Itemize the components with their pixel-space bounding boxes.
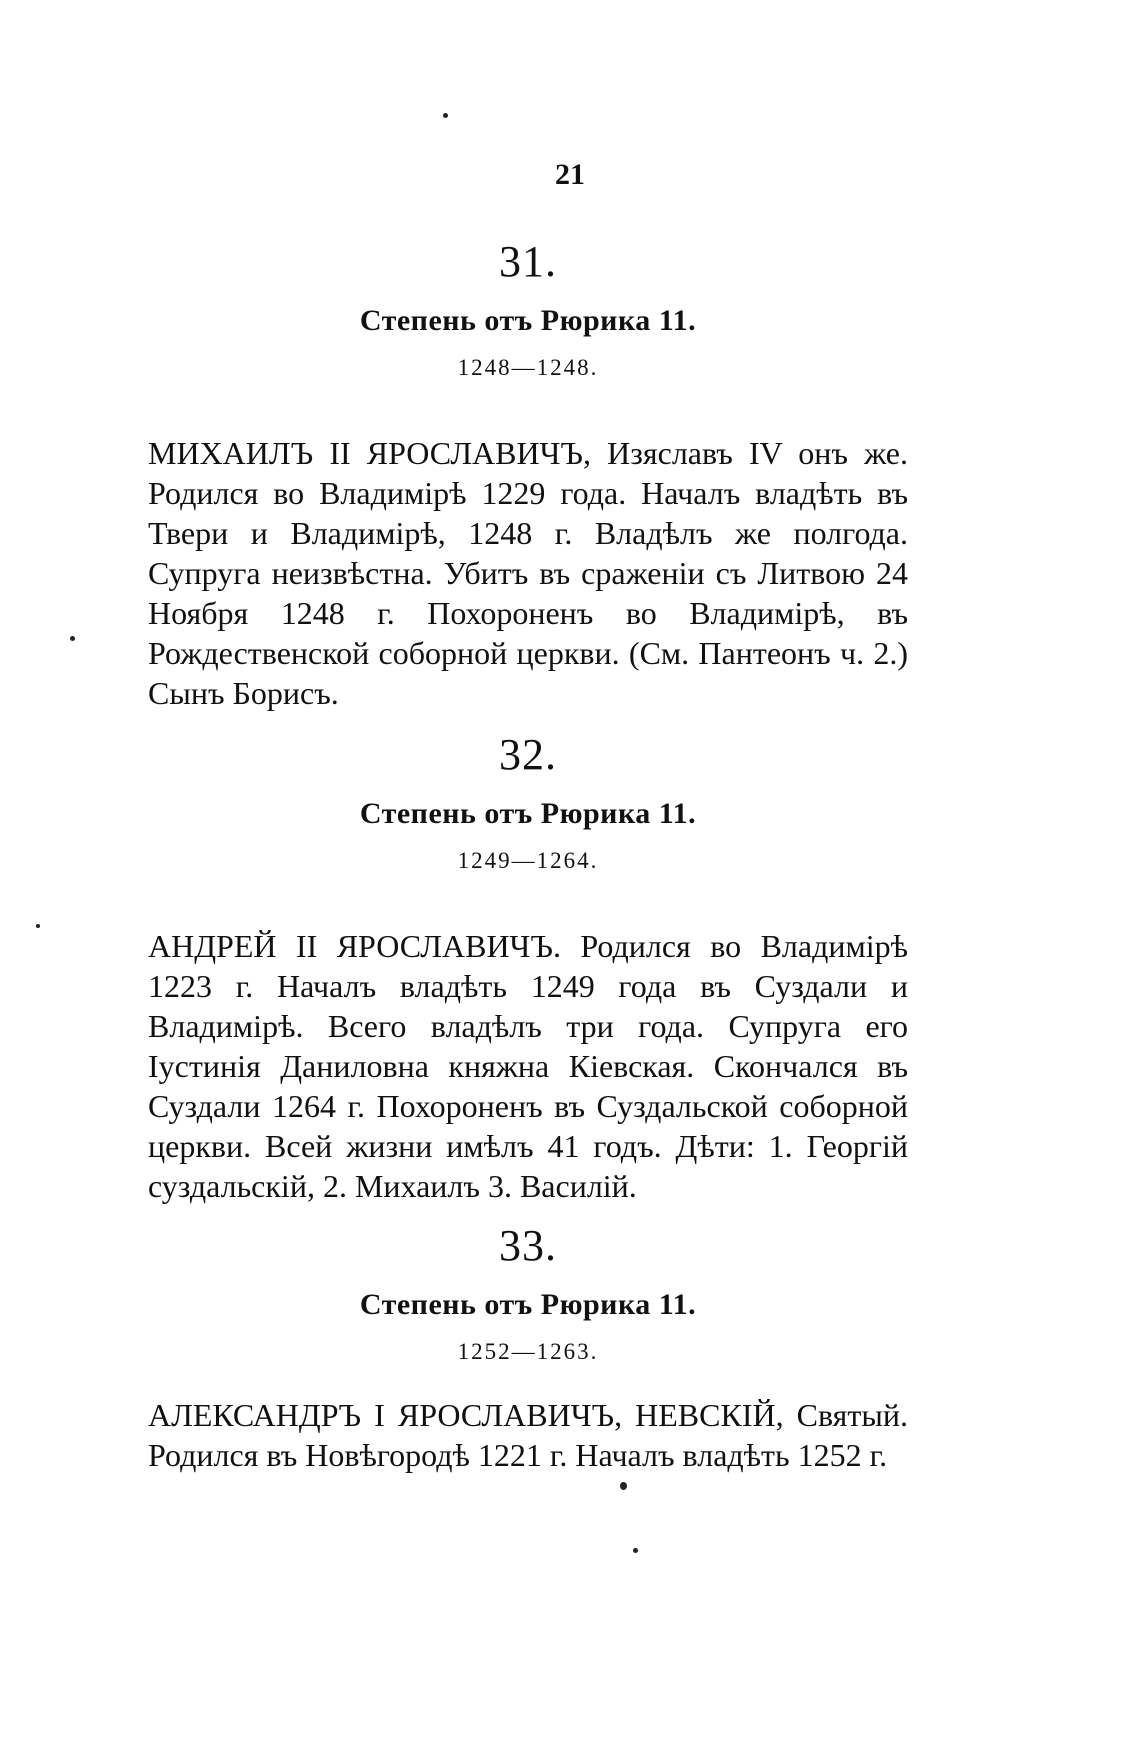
scan-speck [70,636,75,641]
entry-32 [148,730,908,1206]
entry-text: МИХАИЛЪ II ЯРОСЛАВИЧЪ, Изяславъ IV онъ же. Родился во Владимірѣ 1229 года. Началъ владѣть въ Твери и Владимірѣ, 1248 г. Владѣлъ же полгода. Супруга неизвѣстна. Убитъ въ сраженіи съ Литвою 24 Ноября 1248 г. Похороненъ во Владимірѣ, въ Рождественской соборной церкви. (См. Пантеонъ ч. 2.) Сынъ Борисъ. [148,435,908,711]
entry-text: АЛЕКСАНДРЪ I ЯРОСЛАВИЧЪ, НЕВСКІЙ, Святый. Родился въ Новѣгородѣ 1221 г. Началъ владѣть 1252 г. [148,1397,908,1473]
entry-31 [148,237,908,713]
entry-degree: Степень отъ Рюрика 11. [359,797,697,830]
entry-number: 31. [499,237,557,286]
scan-speck [633,1548,638,1553]
entry-degree: Степень отъ Рюрика 11. [359,304,697,337]
entry-number: 32. [499,730,557,779]
entry-number: 33. [499,1221,557,1270]
entry-years: 1252—1263. [457,1339,599,1364]
scan-speck [620,1482,627,1490]
scan-speck [443,113,448,118]
entry-text: АНДРЕЙ II ЯРОСЛАВИЧЪ. Родился во Владимірѣ 1223 г. Началъ владѣть 1249 года въ Суздали и Владимірѣ. Всего владѣлъ три года. Супруга его Іустинія Даниловна княжна Кіевская. Скончался въ Суздали 1264 г. Похороненъ въ Суздальской соборной церкви. Всей жизни имѣлъ 41 годъ. Дѣти: 1. Георгій суздальскій, 2. Михаилъ 3. Василій. [148,928,908,1204]
entry-years: 1249—1264. [457,848,599,873]
entry-33 [148,1221,908,1475]
entry-years: 1248—1248. [457,355,599,380]
page-number: 21 [555,158,585,191]
entry-degree: Степень отъ Рюрика 11. [359,1288,697,1321]
scan-speck [36,924,40,928]
